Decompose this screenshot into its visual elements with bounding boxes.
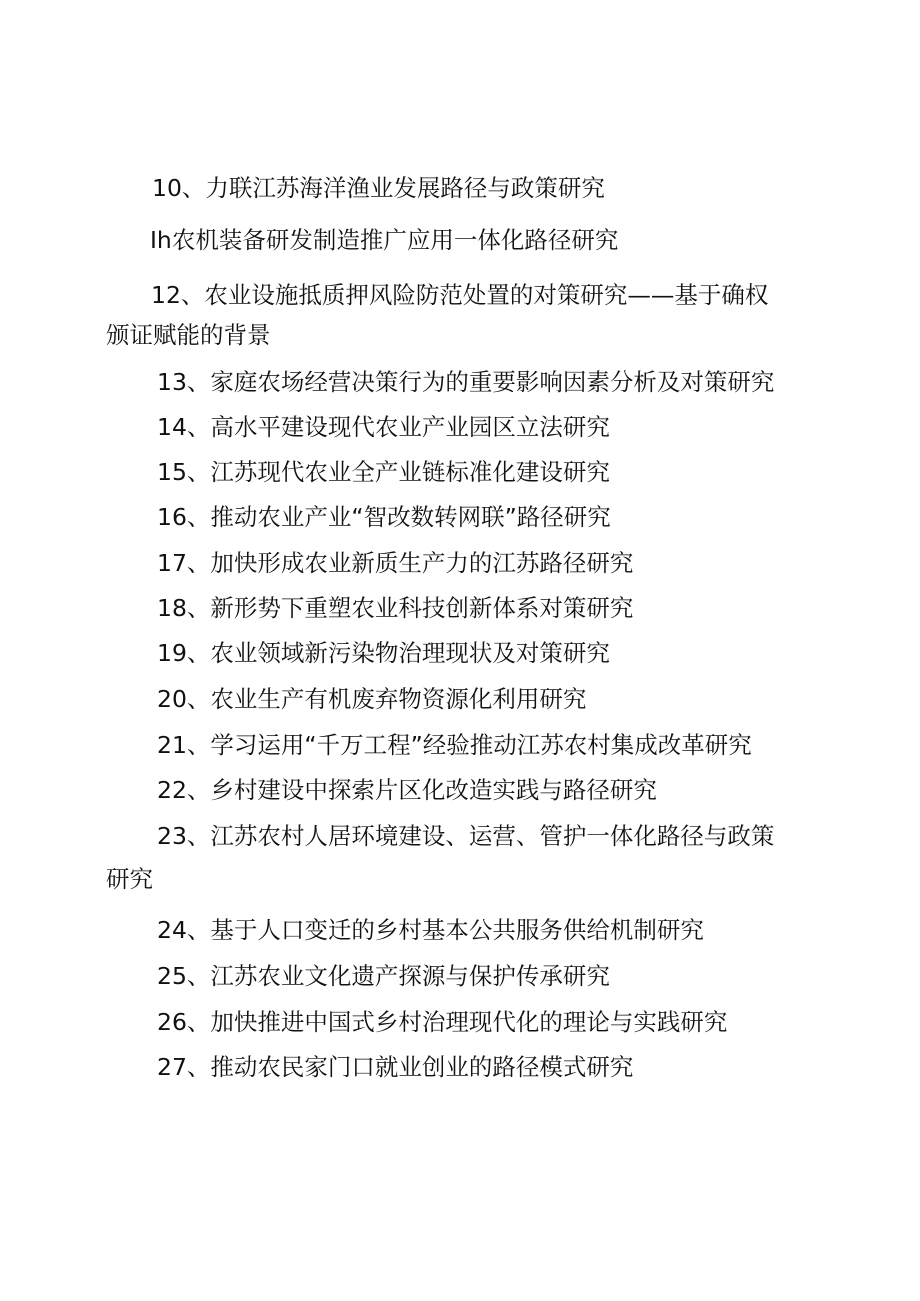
topic-item-24: 24、基于人口变迁的乡村基本公共服务供给机制研究	[157, 916, 704, 944]
topic-item-22: 22、乡村建设中探索片区化改造实践与路径研究	[157, 776, 657, 804]
topic-item-18: 18、新形势下重塑农业科技创新体系对策研究	[157, 594, 634, 622]
topic-item-25: 25、江苏农业文化遗产探源与保护传承研究	[157, 962, 610, 990]
topic-item-16: 16、推动农业产业“智改数转网联”路径研究	[157, 503, 611, 531]
topic-item-21: 21、学习运用“千万工程”经验推动江苏农村集成改革研究	[157, 731, 752, 759]
topic-item-10: 10、力联江苏海洋渔业发展路径与政策研究	[152, 174, 605, 202]
topic-item-23: 23、江苏农村人居环境建设、运营、管护一体化路径与政策	[157, 822, 775, 850]
topic-item-12: 12、农业设施抵质押风险防范处置的对策研究——基于确权	[151, 281, 769, 309]
topic-item-20: 20、农业生产有机废弃物资源化利用研究	[157, 685, 587, 713]
topic-item-12-continued: 颁证赋能的背景	[106, 321, 271, 349]
topic-item-23-continued: 研究	[106, 865, 153, 893]
topic-item-17: 17、加快形成农业新质生产力的江苏路径研究	[157, 549, 634, 577]
topic-item-27: 27、推动农民家门口就业创业的路径模式研究	[157, 1053, 634, 1081]
topic-item-19: 19、农业领域新污染物治理现状及对策研究	[157, 639, 610, 667]
topic-item-11: Ih农机装备研发制造推广应用一体化路径研究	[150, 226, 619, 254]
topic-item-13: 13、家庭农场经营决策行为的重要影响因素分析及对策研究	[157, 368, 775, 396]
topic-item-15: 15、江苏现代农业全产业链标准化建设研究	[157, 458, 610, 486]
topic-item-14: 14、高水平建设现代农业产业园区立法研究	[157, 413, 610, 441]
topic-item-26: 26、加快推进中国式乡村治理现代化的理论与实践研究	[157, 1008, 728, 1036]
